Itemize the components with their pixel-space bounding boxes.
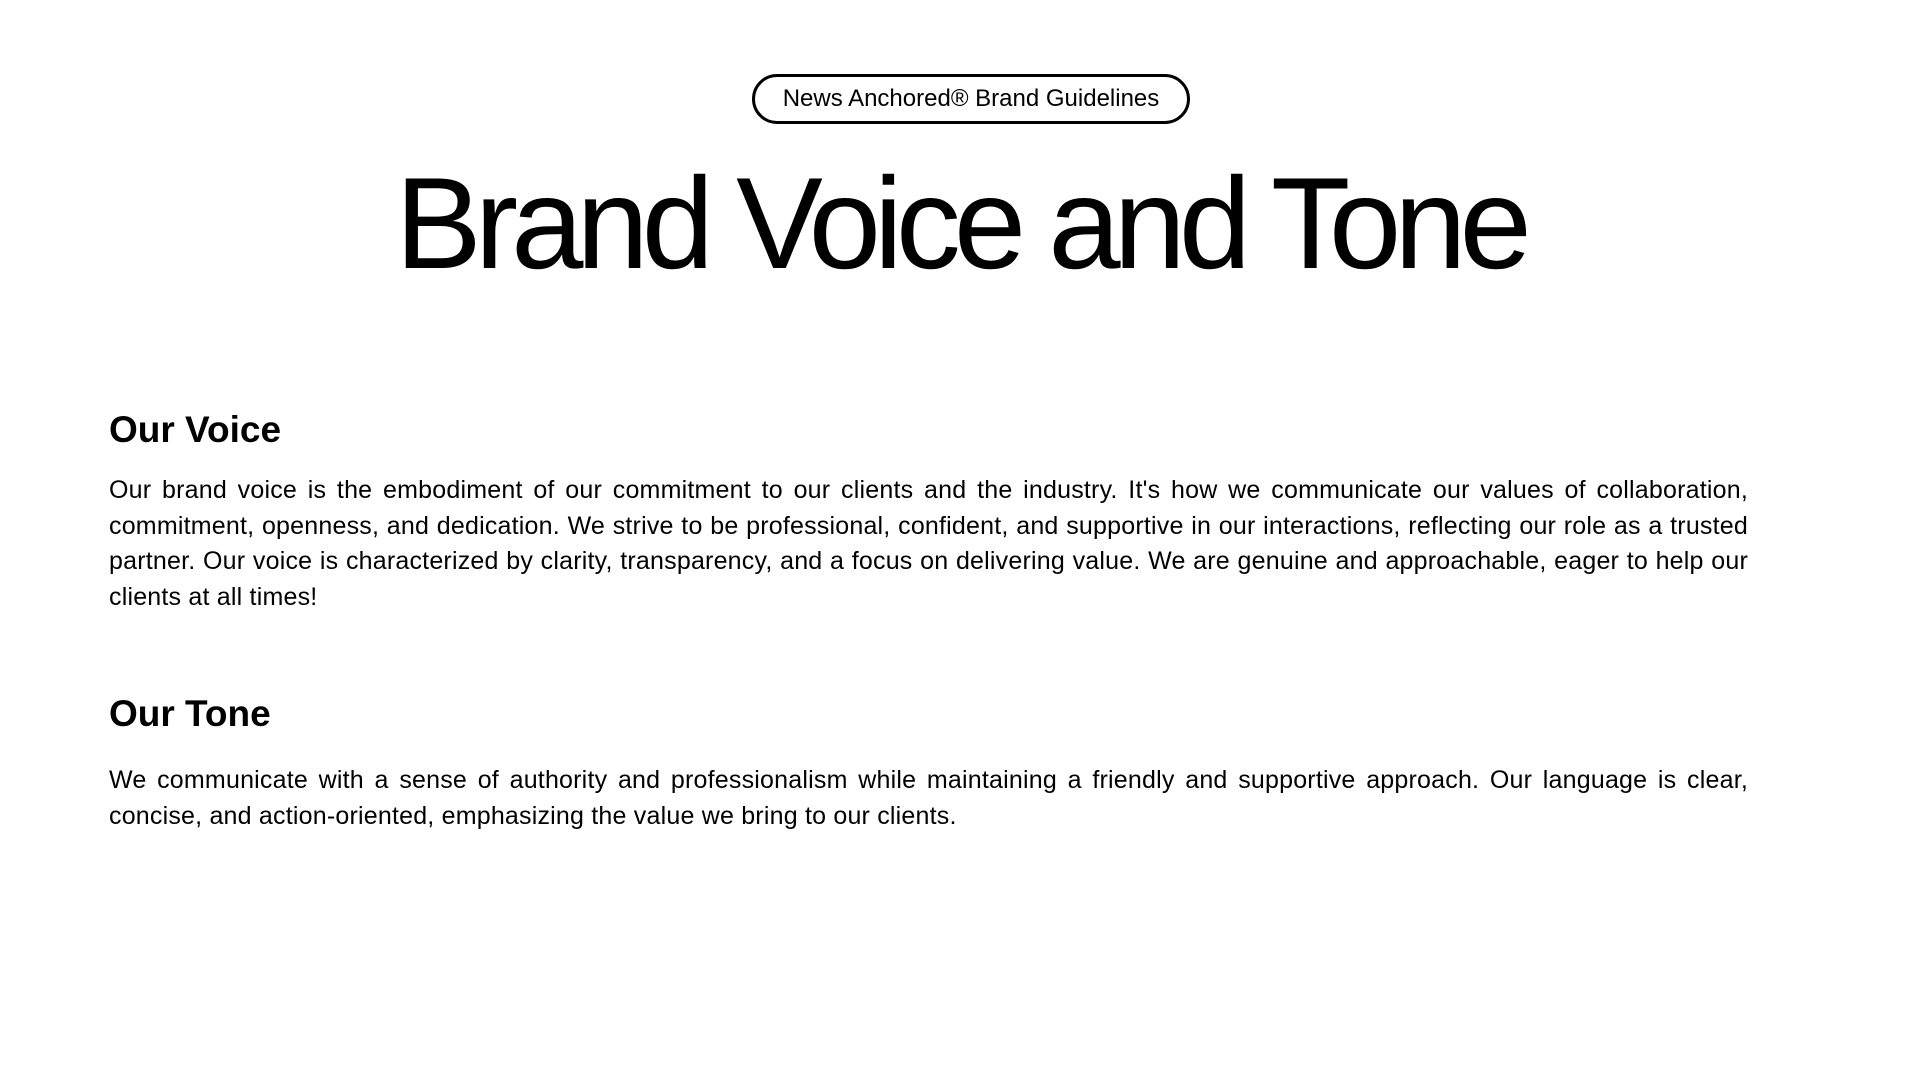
guidelines-badge <box>752 74 1190 124</box>
section-heading-our-tone: Our Tone <box>109 693 271 734</box>
guidelines-badge-label: News Anchored® Brand Guidelines <box>782 85 1160 112</box>
section-heading-our-voice: Our Voice <box>109 409 282 450</box>
section-body-our-tone: We communicate with a sense of authority and professionalism while maintaining a friendly and supportive approach. Our language is clear, concise, and action-oriented, emphasizing the value we bring to our clients. <box>109 766 1748 830</box>
section-our-voice <box>109 408 1748 615</box>
page-title: Brand Voice and Tone <box>395 150 1525 296</box>
section-body-our-voice: Our brand voice is the embodiment of our commitment to our clients and the industry. It's how we communicate our values of collaboration, commitment, openness, and dedication. We strive to be professional, confident, and supportive in our interactions, reflecting our role as a trusted partner. Our voice is characterized by clarity, transparency, and a focus on delivering value. We are genuine and approachable, eager to help our clients at all times! <box>109 476 1748 611</box>
section-our-tone <box>109 692 1748 834</box>
